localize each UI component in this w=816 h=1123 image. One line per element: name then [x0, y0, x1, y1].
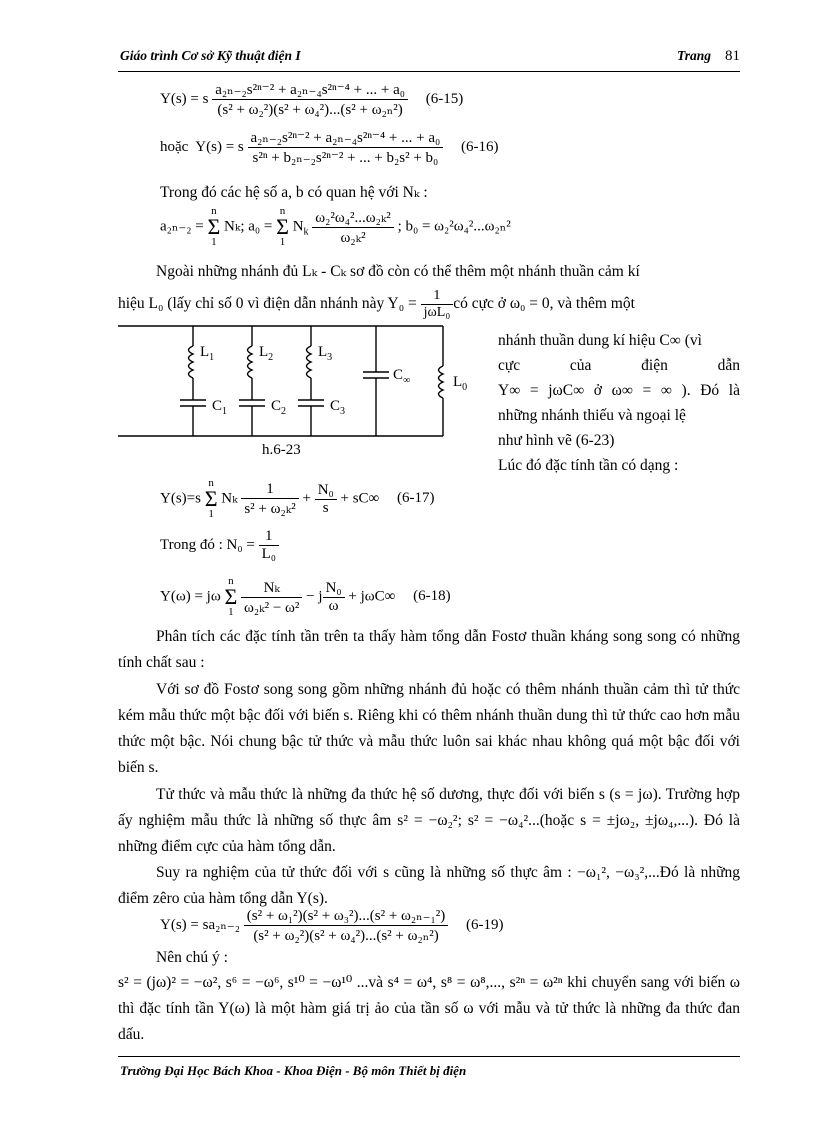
page-number: 81: [725, 48, 740, 64]
paragraph-polynomials: Tử thức và mẫu thức là những đa thức hệ số dương, thực đối với biến s (s = jω). Trường hợp ấy nghiệm mẫu thức là những số thực âm s² = −ω₂²; s² = −ω₄²...(hoặc s = ±jω₂, ±jω₄,...). Đó là những điểm cực của hàm tổng dẫn.: [118, 786, 740, 855]
svg-text:C2: $C_2$: [271, 398, 287, 417]
paragraph-zeros: Suy ra nghiệm của tử thức đối với s cũng là những số thực âm : −ω₁², −ω₃²,...Đó là những điểm zêro của hàm tổng dẫn Y(s).: [118, 864, 740, 907]
equation-6-19: Y(s) = sa₂ₙ₋₂ $\frac{\text{(s² + ω₁²)(s² + ω₃²)...(s² + ω₂ₙ₋₁²)}}{\text{(s² + ω₂²)(s² + ω₄²)...(s² + ω₂ₙ²)}}$ (6-19): [160, 908, 504, 944]
coeff-text: Trong đó các hệ số a, b có quan hệ với Nₖ :: [160, 184, 428, 201]
page-indicator: Trang 81: [676, 48, 740, 64]
paragraph-foster-degree: Với sơ đồ Fostơ song song gồm những nhánh đủ hoặc có thêm nhánh thuần cảm thì tử thức kém mẫu thức một bậc đối với biến s. Riêng khi có thêm nhánh thuần dung thì tử thức cao hơn mẫu thức một bậc. Nói chung bậc tử thức và mẫu thức luôn sai khác nhau không quá một bậc đối với biến s.: [118, 681, 740, 776]
svg-text:C∞: $C_\infty$: [393, 367, 411, 386]
book-title: Giáo trình Cơ sở Kỹ thuật điện I: [120, 48, 301, 63]
page-footer: Trường Đại Học Bách Khoa - Khoa Điện - Bộ môn Thiết bị điện: [120, 1063, 467, 1078]
svg-text:L0: $L_0$: [453, 374, 468, 393]
equation-6-18: Y(ω) = jω n Σ 1 $\frac{\text{Nₖ}}{\text{ω₂ₖ² − ω²}}$ − j $\frac{\text{N₀}}{\omega}$ + jωC∞ (6-18): [160, 575, 451, 618]
coefficient-equations: a₂ₙ₋₂ = n Σ 1 Nₖ; a₀ = n Σ 1 $N_k$ $\frac{\text{ω₂²ω₄²...ω₂ₖ²}}{\text{ω₂ₖ²}}$ ; b₀ = ω₂²ω₄²...ω₂ₙ²: [160, 205, 511, 248]
equation-6-15: Y(s) = s $\frac{\text{a₂ₙ₋₂s²ⁿ⁻² + a₂ₙ₋₄s²ⁿ⁻⁴ + ... + a₀}}{\text{(s² + ω₂²)(s² + ω₄²)...(s² + ω₂ₙ²)}}$ (6-15): [160, 82, 464, 118]
svg-text:L3: $L_3$: [318, 344, 333, 363]
paragraph-extra-branches: Ngoài những nhánh đủ Lₖ - Cₖ sơ đồ còn có thể thêm một nhánh thuần cảm kí: [156, 263, 640, 280]
header-rule: [118, 71, 740, 72]
equation-number: (6-15): [425, 90, 464, 107]
paragraph-analysis: Phân tích các đặc tính tần trên ta thấy hàm tổng dẫn Fostơ thuần kháng song song có những tính chất sau :: [118, 628, 740, 671]
svg-text:C1: $C_1$: [212, 398, 228, 417]
equation-6-16: hoặc Y(s) = s $\frac{\text{a₂ₙ₋₂s²ⁿ⁻² + a₂ₙ₋₄s²ⁿ⁻⁴ + ... + a₀}}{\text{s²ⁿ + b₂ₙ₋₂s²ⁿ⁻² + ... + b₂s² + b₀}}$ (6-16): [160, 130, 499, 166]
paragraph-note: s² = (jω)² = −ω², s⁶ = −ω⁶, s¹⁰ = −ω¹⁰ ...và s⁴ = ω⁴, s⁸ = ω⁸,..., s²ⁿ = ω²ⁿ khi chuyển sang với biến ω thì đặc tính tần Y(ω) là một hàm giá trị ảo của tần số ω với mẫu và tử thức là những đa thức đan dấu.: [118, 974, 740, 1043]
svg-text:C3: $C_3$: [330, 398, 346, 417]
n0-definition: Trong đó : N₀ = $\frac{1}{\text{L₀}}$: [160, 528, 279, 563]
footer-rule: [118, 1056, 740, 1057]
equation-number: (6-16): [461, 138, 499, 155]
figure-caption: h.6-23: [262, 442, 301, 458]
page-header: [120, 48, 740, 70]
side-text: nhánh thuần dung kí hiệu C∞ (vì cực của điện dẫn Y∞ = jωC∞ ở ω∞ = ∞ ). Đó là những nhánh thiếu và ngoại lệ như hình vẽ (6-23) Lúc đó đặc tính tần có dạng :: [498, 332, 740, 474]
svg-text:L1: $L_1$: [200, 344, 215, 363]
circuit-diagram-h6-23: [118, 318, 488, 463]
paragraph-extra-branches-line2: hiệu L₀ (lấy chỉ số 0 vì điện dẫn nhánh này Y₀ = $\frac{1}{\text{jωL₀}}$ có cực ở ω₀ = 0, và thêm một: [118, 288, 635, 320]
note-label: Nên chú ý :: [156, 949, 228, 966]
equation-6-17: Y(s)=s n Σ 1 Nₖ $\frac{1}{\text{s² + ω₂ₖ²}}$ + $\frac{\text{N₀}}{s}$ + sC∞ (6-17): [160, 477, 435, 520]
svg-text:L2: $L_2$: [259, 344, 274, 363]
